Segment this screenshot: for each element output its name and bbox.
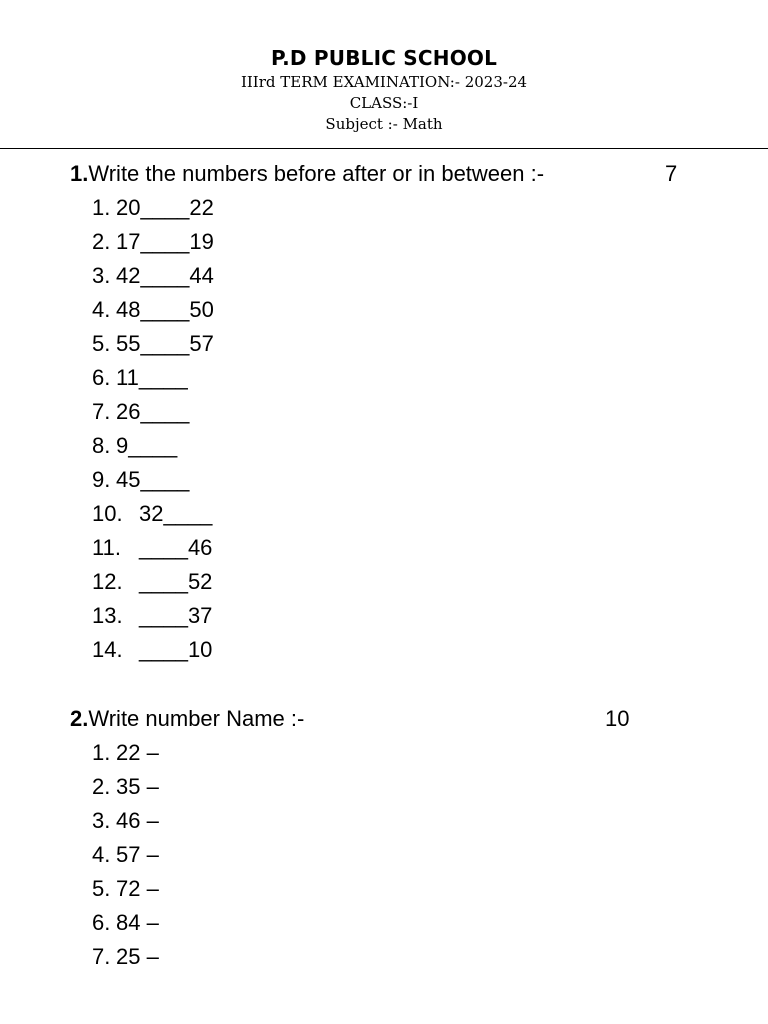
item-text: 32____ xyxy=(139,501,213,526)
item-number: 1. xyxy=(92,740,111,765)
list-item xyxy=(92,330,214,358)
item-number: 6. xyxy=(92,910,111,935)
list-item xyxy=(92,432,177,460)
item-text: ____10 xyxy=(139,637,213,662)
item-number: 6. xyxy=(92,365,111,390)
item-number: 5. xyxy=(92,876,111,901)
item-number: 5. xyxy=(92,331,111,356)
list-item xyxy=(92,909,159,937)
list-item xyxy=(92,194,214,222)
question-1-heading xyxy=(70,160,544,188)
item-number: 8. xyxy=(92,433,111,458)
item-number: 12. xyxy=(92,569,123,594)
item-number: 7. xyxy=(92,944,111,969)
item-text: 72 – xyxy=(116,876,159,901)
item-number: 10. xyxy=(92,501,123,526)
list-item xyxy=(92,364,188,392)
item-text: 57 – xyxy=(116,842,159,867)
item-number: 9. xyxy=(92,467,111,492)
school-name: P.D PUBLIC SCHOOL xyxy=(270,46,498,70)
item-number: 13. xyxy=(92,603,123,628)
subject-label: Subject :- Math xyxy=(325,115,443,133)
list-item xyxy=(92,943,159,971)
item-number: 2. xyxy=(92,229,111,254)
item-text: 11____ xyxy=(116,365,188,390)
item-number: 7. xyxy=(92,399,111,424)
item-text: ____52 xyxy=(139,569,213,594)
item-text: 26____ xyxy=(116,399,190,424)
exam-title: IIIrd TERM EXAMINATION:- 2023-24 xyxy=(240,73,528,91)
item-number: 4. xyxy=(92,842,111,867)
question-2-heading xyxy=(70,705,304,733)
list-item xyxy=(92,636,212,664)
item-text: 35 – xyxy=(116,774,159,799)
question-1-marks: 7 xyxy=(665,161,678,186)
question-2-title: Write number Name :- xyxy=(88,706,305,731)
list-item xyxy=(92,568,212,596)
item-text: ____37 xyxy=(139,603,213,628)
item-number: 1. xyxy=(92,195,111,220)
list-item xyxy=(92,773,159,801)
exam-header xyxy=(0,44,768,135)
item-text: 25 – xyxy=(116,944,159,969)
item-text: 22 – xyxy=(116,740,159,765)
list-item xyxy=(92,841,159,869)
item-number: 3. xyxy=(92,263,111,288)
item-text: 46 – xyxy=(116,808,159,833)
item-text: 55____57 xyxy=(116,331,214,356)
item-text: 42____44 xyxy=(116,263,214,288)
item-number: 11. xyxy=(92,535,121,560)
item-number: 2. xyxy=(92,774,111,799)
list-item xyxy=(92,262,214,290)
list-item xyxy=(92,500,212,528)
item-text: 84 – xyxy=(116,910,159,935)
list-item xyxy=(92,466,189,494)
list-item xyxy=(92,602,212,630)
item-number: 3. xyxy=(92,808,111,833)
question-2-marks: 10 xyxy=(605,706,630,731)
list-item xyxy=(92,228,214,256)
question-1-number: 1. xyxy=(70,161,89,186)
item-number: 4. xyxy=(92,297,111,322)
item-text: 48____50 xyxy=(116,297,214,322)
item-number: 14. xyxy=(92,637,123,662)
item-text: 45____ xyxy=(116,467,190,492)
item-text: 9____ xyxy=(116,433,178,458)
item-text: 17____19 xyxy=(116,229,214,254)
item-text: ____46 xyxy=(139,535,213,560)
list-item xyxy=(92,875,159,903)
header-divider xyxy=(0,148,768,149)
class-label: CLASS:-I xyxy=(349,94,419,112)
item-text: 20____22 xyxy=(116,195,214,220)
list-item xyxy=(92,739,159,767)
question-1-title: Write the numbers before after or in between :- xyxy=(88,161,545,186)
list-item xyxy=(92,398,189,426)
list-item xyxy=(92,807,159,835)
question-2-number: 2. xyxy=(70,706,89,731)
list-item xyxy=(92,534,212,562)
list-item xyxy=(92,296,214,324)
